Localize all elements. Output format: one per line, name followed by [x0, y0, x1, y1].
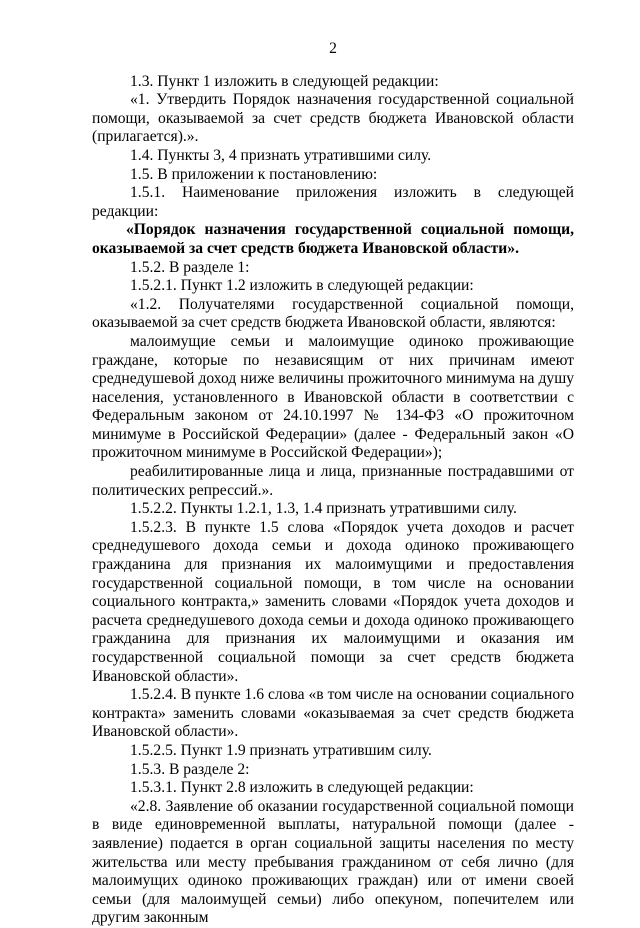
paragraph-1-5-2-4: 1.5.2.4. В пункте 1.6 слова «в том числе на основании социального контракта» заменить словами «оказываемая за счет средств бюджета Ивановской области». [92, 686, 574, 741]
paragraph-1-2-text: «1.2. Получателями государственной социальной помощи, оказываемой за счет средств бюджета Ивановской области, являются: [92, 295, 574, 332]
paragraph-1-5-2-2: 1.5.2.2. Пункты 1.2.1, 1.3, 1.4 признать утратившими силу. [130, 500, 517, 518]
paragraph-1-5-2-3: 1.5.2.3. В пункте 1.5 слова «Порядок учета доходов и расчет среднедушевого дохода семьи и дохода одиноко проживающего гражданина для признания их малоимущими и предоставления государственной социальной помощи, в том числе на основании социального контракта,» заменить словами «Порядок учета доходов и расчета среднедушевого дохода семьи и дохода одиноко проживающего гражданина для признания их малоимущими и оказания им государственной социальной помощи за счет средств бюджета Ивановской области». [92, 518, 574, 685]
paragraph-1-5: 1.5. В приложении к постановлению: [130, 165, 378, 183]
paragraph-1-3-text: «1. Утвердить Порядок назначения государственной социальной помощи, оказываемой за счет средств бюджета Ивановской области (прилагается).». [92, 91, 574, 146]
paragraph-1-5-2-1: 1.5.2.1. Пункт 1.2 изложить в следующей редакции: [130, 277, 474, 295]
paragraph-1-4: 1.4. Пункты 3, 4 признать утратившими силу. [130, 146, 432, 164]
paragraph-1-5-3-1: 1.5.3.1. Пункт 2.8 изложить в следующей редакции: [130, 779, 474, 797]
document-page [92, 40, 574, 928]
paragraph-rehabilitated: реабилитированные лица и лица, признанные пострадавшими от политических репрессий.». [92, 463, 574, 499]
paragraph-2-8-text: «2.8. Заявление об оказании государственной социальной помощи в виде единовременной выплаты, натуральной помощи (далее - заявление) подается в орган социальной защиты населения по месту жительства или месту пребывания гражданином от себя лично (для малоимущих одиноко проживающих граждан) или от имени своей семьи (для малоимущей семьи) либо опекуном, попечителем или другим законным [92, 797, 574, 927]
paragraph-low-income: малоимущие семьи и малоимущие одиноко проживающие граждане, которые по независящим от них причинам имеют среднедушевой доход ниже величины прожиточного минимума на душу населения, установленного в Ивановской области в соответствии с Федеральным законом от 24.10.1997 № 134-ФЗ «О прожиточном минимуме в Российской Федерации» (далее - Федеральный закон «О прожиточном минимуме в Российской Федерации»); [92, 332, 574, 462]
paragraph-1-5-1: 1.5.1. Наименование приложения изложить в следующей редакции: [92, 184, 574, 220]
appendix-title: «Порядок назначения государственной социальной помощи, оказываемой за счет средств бюджета Ивановской области». [92, 221, 574, 257]
paragraph-1-5-2-5: 1.5.2.5. Пункт 1.9 признать утратившим силу. [130, 741, 432, 759]
paragraph-1-5-2: 1.5.2. В разделе 1: [130, 258, 250, 276]
paragraph-1-3: 1.3. Пункт 1 изложить в следующей редакции: [130, 72, 439, 90]
page-number: 2 [329, 40, 337, 57]
paragraph-1-5-3: 1.5.3. В разделе 2: [130, 760, 250, 778]
